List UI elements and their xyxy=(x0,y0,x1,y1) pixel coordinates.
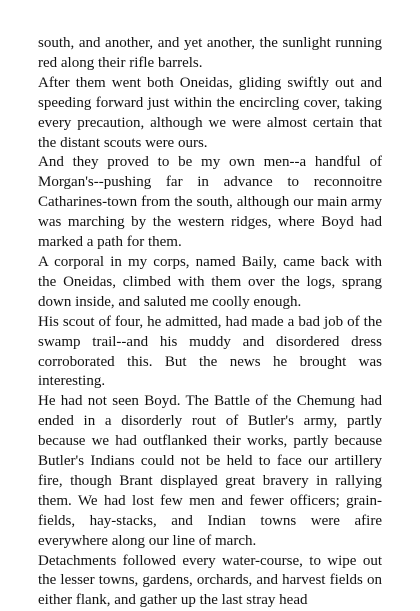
paragraph: south, and another, and yet another, the sunlight running red along their rifle barrels. xyxy=(38,35,382,71)
paragraph: Detachments followed every water-course, to wipe out the lesser towns, gardens, orchards, and harvest fields on either flank, and gather up the last stray head xyxy=(38,552,382,609)
paragraph: A corporal in my corps, named Baily, came back with the Oneidas, climbed with them over the logs, sprang down inside, and saluted me coolly enough. xyxy=(38,253,382,310)
paragraph: His scout of four, he admitted, had made a bad job of the swamp trail--and his muddy and disordered dress corroborated this. But the news he brought was interesting. xyxy=(38,313,382,390)
paragraph: He had not seen Boyd. The Battle of the Chemung had ended in a disorderly rout of Butler's army, partly because we had outflanked their works, partly because Butler's Indians could not be held to face our artillery fire, though Brant displayed great bravery in rallying them. We had lost few men and fewer officers; grain-fields, hay-stacks, and Indian towns were afire everywhere along our line of march. xyxy=(38,393,382,549)
paragraph: After them went both Oneidas, gliding swiftly out and speeding forward just within the encircling cover, taking every precaution, although we were almost certain that the distant scouts were ours. xyxy=(38,74,382,151)
paragraph: And they proved to be my own men--a handful of Morgan's--pushing far in advance to reconnoitre Catharines-town from the south, although our main army was marching by the western ridges, where Boyd had marked a path for them. xyxy=(38,154,382,251)
page-text xyxy=(38,34,382,611)
